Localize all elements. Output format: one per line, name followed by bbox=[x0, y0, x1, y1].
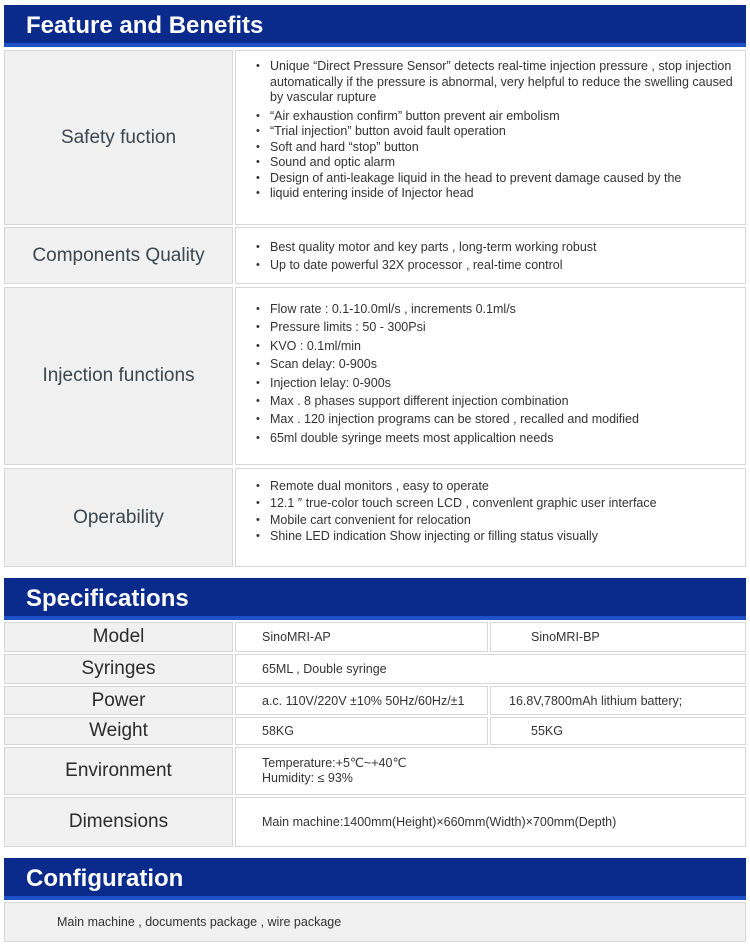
feature-list-components bbox=[235, 227, 746, 284]
list-item: • Scan delay: 0-900s bbox=[246, 355, 733, 373]
spec-label-environment bbox=[4, 747, 233, 795]
spec-model-b bbox=[490, 622, 746, 652]
spec-value: SinoMRI-BP bbox=[531, 630, 600, 644]
spec-label-model bbox=[4, 622, 233, 652]
configuration-value bbox=[4, 902, 746, 942]
list-item: • Max . 8 phases support different injection combination bbox=[246, 392, 733, 410]
feature-list-operability bbox=[235, 468, 746, 567]
list-item: • “Air exhaustion confirm” button prevent air embolism bbox=[246, 109, 733, 125]
spec-value: 16.8V,7800mAh lithium battery; bbox=[509, 693, 683, 708]
spec-value: Main machine:1400mm(Height)×660mm(Width)×700mm(Depth) bbox=[262, 815, 617, 829]
list-item: • Sound and optic alarm bbox=[246, 155, 733, 171]
spec-value: 65ML , Double syringe bbox=[262, 662, 387, 676]
feature-label-text: Safety fuction bbox=[60, 126, 177, 148]
spec-label-text: Syringes bbox=[81, 658, 156, 679]
feature-label-components bbox=[4, 227, 233, 284]
feature-label-text: Components Quality bbox=[32, 244, 205, 266]
spec-value: SinoMRI-AP bbox=[262, 630, 331, 644]
spec-value: 55KG bbox=[531, 724, 563, 738]
list-item: • KVO : 0.1ml/min bbox=[246, 337, 733, 355]
feature-label-safety bbox=[4, 50, 233, 225]
spec-label-weight bbox=[4, 717, 233, 745]
list-item: • Injection lelay: 0-900s bbox=[246, 374, 733, 392]
spec-label-text: Model bbox=[92, 626, 145, 647]
list-item: • Pressure limits : 50 - 300Psi bbox=[246, 318, 733, 336]
specifications-heading-text: Specifications bbox=[26, 585, 189, 612]
spec-dimensions-value bbox=[235, 797, 746, 847]
feature-label-injection bbox=[4, 287, 233, 465]
list-item: • “Trial injection” button avoid fault operation bbox=[246, 124, 733, 140]
list-item: • Shine LED indication Show injecting or filling status visually bbox=[246, 528, 733, 545]
spec-environment-value bbox=[235, 747, 746, 795]
spec-label-text: Power bbox=[91, 689, 146, 711]
list-item: • Flow rate : 0.1-10.0ml/s , increments 0.1ml/s bbox=[246, 300, 733, 318]
spec-label-text: Dimensions bbox=[68, 811, 169, 832]
spec-power-a bbox=[235, 686, 488, 715]
feature-label-text: Injection functions bbox=[42, 365, 195, 386]
list-item: • liquid entering inside of Injector head bbox=[246, 186, 733, 202]
specifications-heading bbox=[4, 578, 746, 620]
spec-power-b bbox=[490, 686, 746, 715]
spec-value: Humidity: ≤ 93% bbox=[262, 771, 353, 785]
spec-label-power bbox=[4, 686, 233, 715]
configuration-heading-text: Configuration bbox=[26, 865, 184, 892]
list-item: • Soft and hard “stop” button bbox=[246, 140, 733, 156]
spec-label-syringes bbox=[4, 654, 233, 684]
spec-label-dimensions bbox=[4, 797, 233, 847]
feature-label-operability bbox=[4, 468, 233, 567]
spec-weight-a bbox=[235, 717, 488, 745]
spec-weight-b bbox=[490, 717, 746, 745]
list-item: • Up to date powerful 32X processor , real-time control bbox=[246, 256, 733, 274]
spec-model-a bbox=[235, 622, 488, 652]
configuration-heading bbox=[4, 858, 746, 900]
list-item: • Remote dual monitors , easy to operate bbox=[246, 478, 733, 495]
spec-syringes-value bbox=[235, 654, 746, 684]
feature-list-safety bbox=[235, 50, 746, 225]
spec-value: Temperature:+5℃~+40℃ bbox=[262, 756, 407, 770]
list-item: • Mobile cart convenient for relocation bbox=[246, 512, 733, 529]
features-heading-text: Feature and Benefits bbox=[26, 12, 264, 39]
feature-list-injection bbox=[235, 287, 746, 465]
configuration-text: Main machine , documents package , wire package bbox=[57, 915, 342, 929]
feature-label-text: Operability bbox=[73, 506, 164, 528]
spec-value: a.c. 110V/220V ±10% 50Hz/60Hz/±1 bbox=[262, 693, 465, 708]
list-item: • 12.1 ″ true-color touch screen LCD , convenlent graphic user interface bbox=[246, 495, 733, 512]
list-item: • 65ml double syringe meets most applicaltion needs bbox=[246, 429, 733, 447]
list-item: • Design of anti-leakage liquid in the head to prevent damage caused by the bbox=[246, 171, 733, 187]
features-heading bbox=[4, 5, 746, 47]
list-item: • Unique “Direct Pressure Sensor” detects real-time injection pressure , stop injection automatically if the pressure is abnormal, very helpful to reduce the swelling caused by vascular rupture bbox=[246, 59, 733, 106]
spec-value: 58KG bbox=[262, 724, 294, 738]
spec-label-text: Environment bbox=[65, 760, 172, 781]
spec-label-text: Weight bbox=[89, 720, 148, 741]
list-item: • Max . 120 injection programs can be stored , recalled and modified bbox=[246, 410, 733, 428]
list-item: • Best quality motor and key parts , long-term working robust bbox=[246, 238, 733, 256]
